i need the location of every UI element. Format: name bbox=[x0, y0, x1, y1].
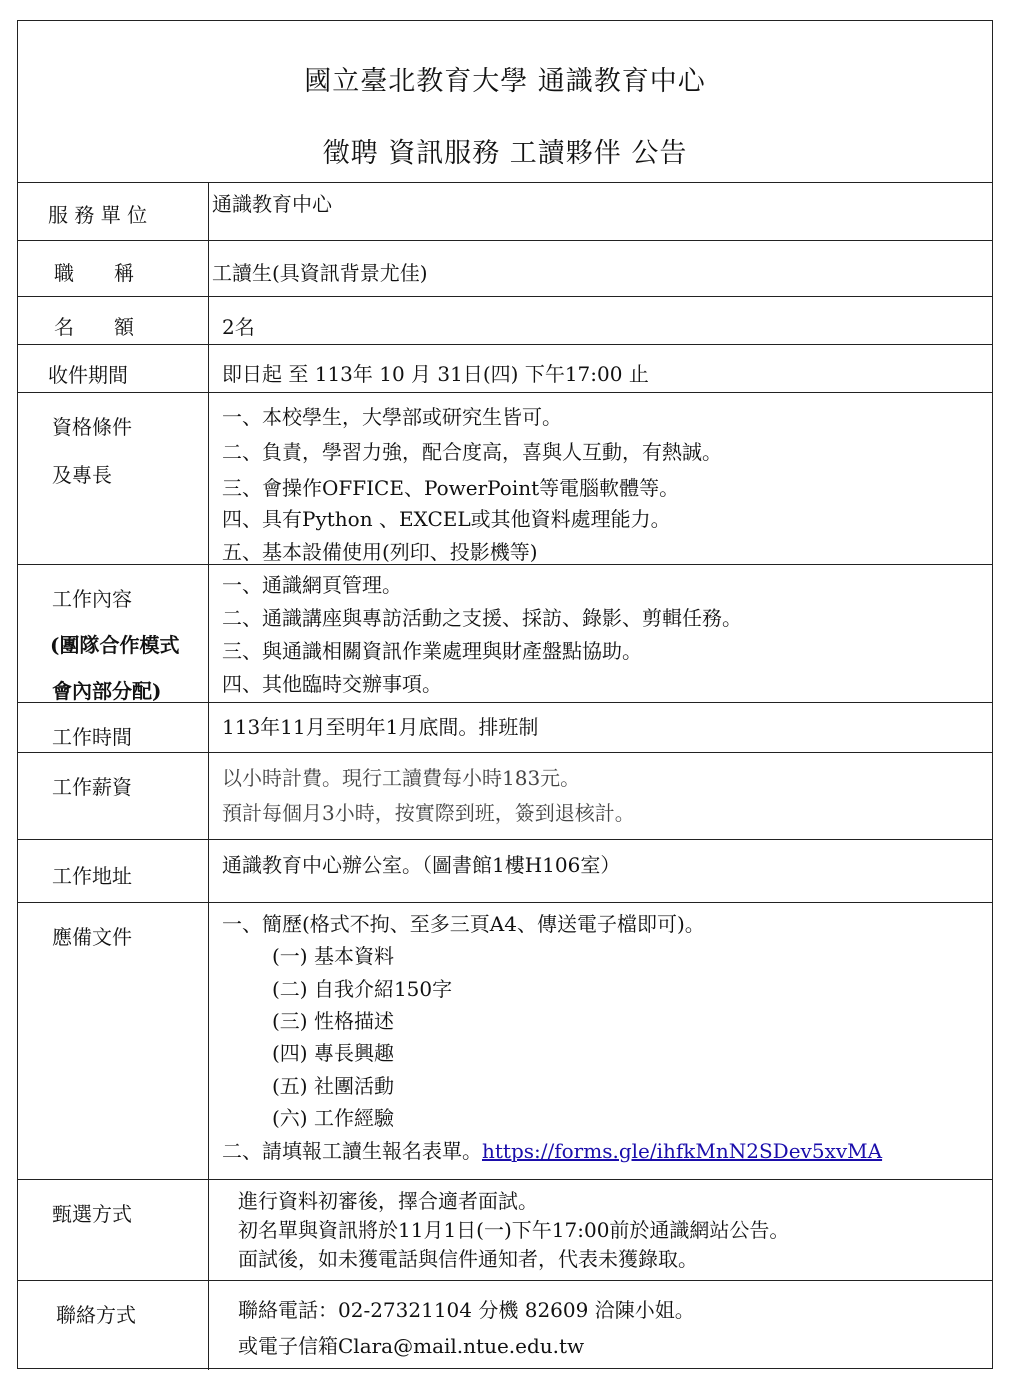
documents-list bbox=[210, 903, 992, 1179]
salary-line: 以小時計費。現行工讀費每小時183元。 bbox=[222, 766, 581, 790]
row-documents bbox=[18, 903, 992, 1180]
row-position bbox=[18, 241, 992, 297]
row-duties bbox=[18, 565, 992, 703]
document-subitem: (二) 自我介紹150字 bbox=[272, 977, 453, 1001]
row-selection bbox=[18, 1180, 992, 1281]
document-subitem: (四) 專長興趣 bbox=[272, 1041, 394, 1065]
duties-label-line1: 工作內容 bbox=[52, 587, 132, 611]
salary-value-cell bbox=[210, 753, 992, 839]
address-label-cell bbox=[18, 840, 209, 902]
qualifications-label-line2: 及專長 bbox=[52, 463, 112, 487]
duty-item: 二、通識講座與專訪活動之支援、採訪、錄影、剪輯任務。 bbox=[222, 606, 742, 630]
row-work-time bbox=[18, 703, 992, 753]
duty-item: 一、通識網頁管理。 bbox=[222, 573, 402, 597]
position-label: 職 稱 bbox=[54, 261, 134, 285]
duties-list bbox=[210, 565, 992, 702]
salary-line: 預計每個月3小時，按實際到班，簽到退核計。 bbox=[222, 801, 635, 825]
address-value-cell bbox=[210, 840, 992, 902]
contact-phone: 聯絡電話：02-27321104 分機 82609 洽陳小姐。 bbox=[238, 1298, 695, 1322]
row-quota bbox=[18, 297, 992, 345]
announcement-sheet bbox=[17, 20, 993, 1369]
position-value: 工讀生(具資訊背景尤佳) bbox=[212, 261, 428, 285]
document-item: 一、簡歷(格式不拘、至多三頁A4、傳送電子檔即可)。 bbox=[222, 912, 705, 936]
row-address bbox=[18, 840, 992, 903]
document-item-form bbox=[222, 1135, 882, 1164]
duties-label-cell bbox=[18, 565, 209, 702]
row-period bbox=[18, 345, 992, 393]
document-form-text: 二、請填報工讀生報名表單。 bbox=[222, 1139, 482, 1163]
quota-label: 名 額 bbox=[54, 315, 134, 339]
duty-item: 三、與通識相關資訊作業處理與財產盤點協助。 bbox=[222, 639, 642, 663]
unit-label: 服 務 單 位 bbox=[48, 203, 148, 227]
contact-value-cell bbox=[210, 1281, 992, 1370]
qualifications-label-line1: 資格條件 bbox=[52, 415, 132, 439]
address-value: 通識教育中心辦公室。（圖書館1樓H106室） bbox=[222, 853, 621, 877]
document-subitem: (三) 性格描述 bbox=[272, 1009, 394, 1033]
page-subtitle: 徵聘 資訊服務 工讀夥伴 公告 bbox=[322, 138, 688, 169]
page-title: 國立臺北教育大學 通識教育中心 bbox=[304, 66, 706, 97]
document-subitem: (六) 工作經驗 bbox=[272, 1106, 394, 1130]
documents-label: 應備文件 bbox=[52, 925, 132, 949]
row-qualifications bbox=[18, 393, 992, 565]
selection-list bbox=[210, 1180, 992, 1280]
period-label: 收件期間 bbox=[48, 363, 128, 387]
qualification-item: 一、本校學生，大學部或研究生皆可。 bbox=[222, 405, 562, 429]
contact-label-cell bbox=[18, 1281, 209, 1370]
quota-value: 2名 bbox=[222, 315, 255, 339]
documents-label-cell bbox=[18, 903, 209, 1179]
qualification-item: 四、具有Python 、EXCEL或其他資料處理能力。 bbox=[222, 507, 671, 531]
contact-label: 聯絡方式 bbox=[56, 1303, 136, 1327]
qualifications-label-cell bbox=[18, 393, 209, 564]
selection-line: 進行資料初審後，擇合適者面試。 bbox=[238, 1189, 538, 1213]
unit-value: 通識教育中心 bbox=[212, 192, 332, 216]
row-salary bbox=[18, 753, 992, 840]
salary-label-cell bbox=[18, 753, 209, 839]
period-value-cell bbox=[210, 345, 992, 392]
duties-label-line3: 會內部分配) bbox=[52, 679, 162, 703]
salary-label: 工作薪資 bbox=[52, 775, 132, 799]
unit-value-cell bbox=[210, 183, 992, 240]
row-contact bbox=[18, 1281, 992, 1370]
selection-label-cell bbox=[18, 1180, 209, 1280]
row-unit bbox=[18, 183, 992, 241]
quota-value-cell bbox=[210, 297, 992, 344]
work-time-value: 113年11月至明年1月底間。排班制 bbox=[222, 715, 539, 739]
qualification-item: 二、負責，學習力強，配合度高，喜與人互動，有熱誠。 bbox=[222, 440, 722, 464]
quota-label-cell bbox=[18, 297, 209, 344]
position-label-cell bbox=[18, 241, 209, 296]
selection-line: 初名單與資訊將於11月1日(一)下午17:00前於通識網站公告。 bbox=[238, 1218, 790, 1242]
qualification-item: 五、基本設備使用(列印、投影機等) bbox=[222, 540, 538, 564]
application-form-link[interactable]: https://forms.gle/ihfkMnN2SDev5xvMA bbox=[482, 1139, 883, 1163]
period-label-cell bbox=[18, 345, 209, 392]
qualifications-list bbox=[210, 393, 992, 564]
address-label: 工作地址 bbox=[52, 864, 132, 888]
duties-label-line2: (團隊合作模式 bbox=[50, 633, 180, 657]
duty-item: 四、其他臨時交辦事項。 bbox=[222, 672, 442, 696]
title-block bbox=[18, 21, 992, 183]
document-subitem: (一) 基本資料 bbox=[272, 944, 394, 968]
work-time-label: 工作時間 bbox=[52, 725, 132, 749]
contact-email: 或電子信箱Clara@mail.ntue.edu.tw bbox=[238, 1334, 585, 1358]
selection-line: 面試後，如未獲電話與信件通知者，代表未獲錄取。 bbox=[238, 1247, 698, 1271]
selection-label: 甄選方式 bbox=[52, 1202, 132, 1226]
qualification-item: 三、會操作OFFICE、PowerPoint等電腦軟體等。 bbox=[222, 476, 680, 500]
document-subitem: (五) 社團活動 bbox=[272, 1074, 394, 1098]
unit-label-cell bbox=[18, 183, 209, 240]
position-value-cell bbox=[210, 241, 992, 296]
period-value: 即日起 至 113年 10 月 31日(四) 下午17:00 止 bbox=[222, 362, 649, 386]
work-time-value-cell bbox=[210, 703, 992, 752]
work-time-label-cell bbox=[18, 703, 209, 752]
